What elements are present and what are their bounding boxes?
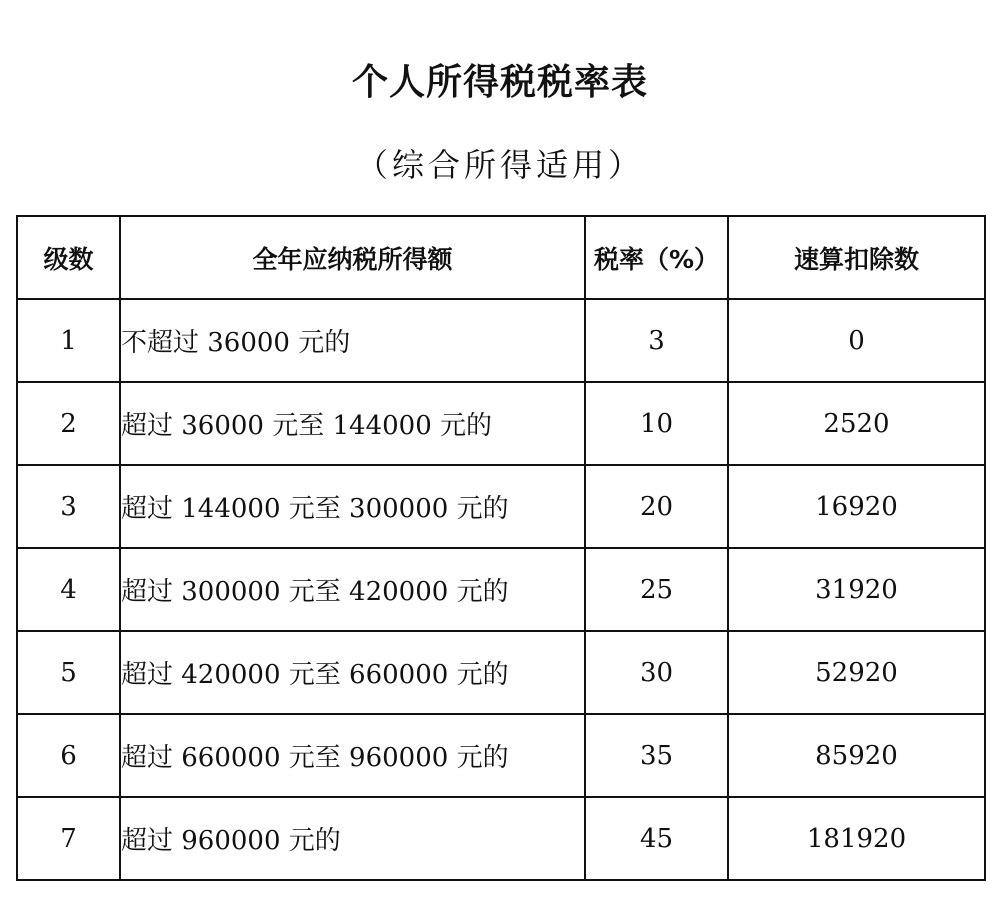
cell-tax-rate: 10: [585, 382, 728, 465]
cell-quick-deduction: 52920: [728, 631, 985, 714]
table-row: [17, 382, 985, 465]
cell-tax-rate: 45: [585, 797, 728, 880]
cell-level: 2: [17, 382, 120, 465]
table-header-row: [17, 216, 985, 299]
cell-level: 5: [17, 631, 120, 714]
header-quick-deduction: 速算扣除数: [728, 216, 985, 299]
cell-quick-deduction: 16920: [728, 465, 985, 548]
cell-level: 3: [17, 465, 120, 548]
page-subtitle: （综合所得适用）: [355, 146, 644, 184]
header-level: 级数: [17, 216, 120, 299]
cell-quick-deduction: 181920: [728, 797, 985, 880]
cell-income-range: 超过 36000 元至 144000 元的: [120, 382, 585, 465]
cell-tax-rate: 3: [585, 299, 728, 382]
cell-income-range: 超过 300000 元至 420000 元的: [120, 548, 585, 631]
cell-tax-rate: 35: [585, 714, 728, 797]
table-row: [17, 548, 985, 631]
cell-income-range: 超过 420000 元至 660000 元的: [120, 631, 585, 714]
cell-quick-deduction: 2520: [728, 382, 985, 465]
cell-level: 7: [17, 797, 120, 880]
cell-quick-deduction: 85920: [728, 714, 985, 797]
cell-quick-deduction: 0: [728, 299, 985, 382]
cell-level: 4: [17, 548, 120, 631]
cell-income-range: 超过 144000 元至 300000 元的: [120, 465, 585, 548]
table-row: [17, 797, 985, 880]
header-income-range: 全年应纳税所得额: [120, 216, 585, 299]
cell-tax-rate: 30: [585, 631, 728, 714]
cell-income-range: 超过 960000 元的: [120, 797, 585, 880]
header-tax-rate: 税率（%）: [585, 216, 728, 299]
table-row: [17, 714, 985, 797]
table-row: [17, 465, 985, 548]
cell-income-range: 超过 660000 元至 960000 元的: [120, 714, 585, 797]
cell-level: 6: [17, 714, 120, 797]
tax-rate-table: [16, 215, 986, 881]
table-row: [17, 299, 985, 382]
cell-quick-deduction: 31920: [728, 548, 985, 631]
table-row: [17, 631, 985, 714]
cell-income-range: 不超过 36000 元的: [120, 299, 585, 382]
page-title: 个人所得税税率表: [351, 61, 648, 103]
cell-tax-rate: 20: [585, 465, 728, 548]
cell-level: 1: [17, 299, 120, 382]
cell-tax-rate: 25: [585, 548, 728, 631]
